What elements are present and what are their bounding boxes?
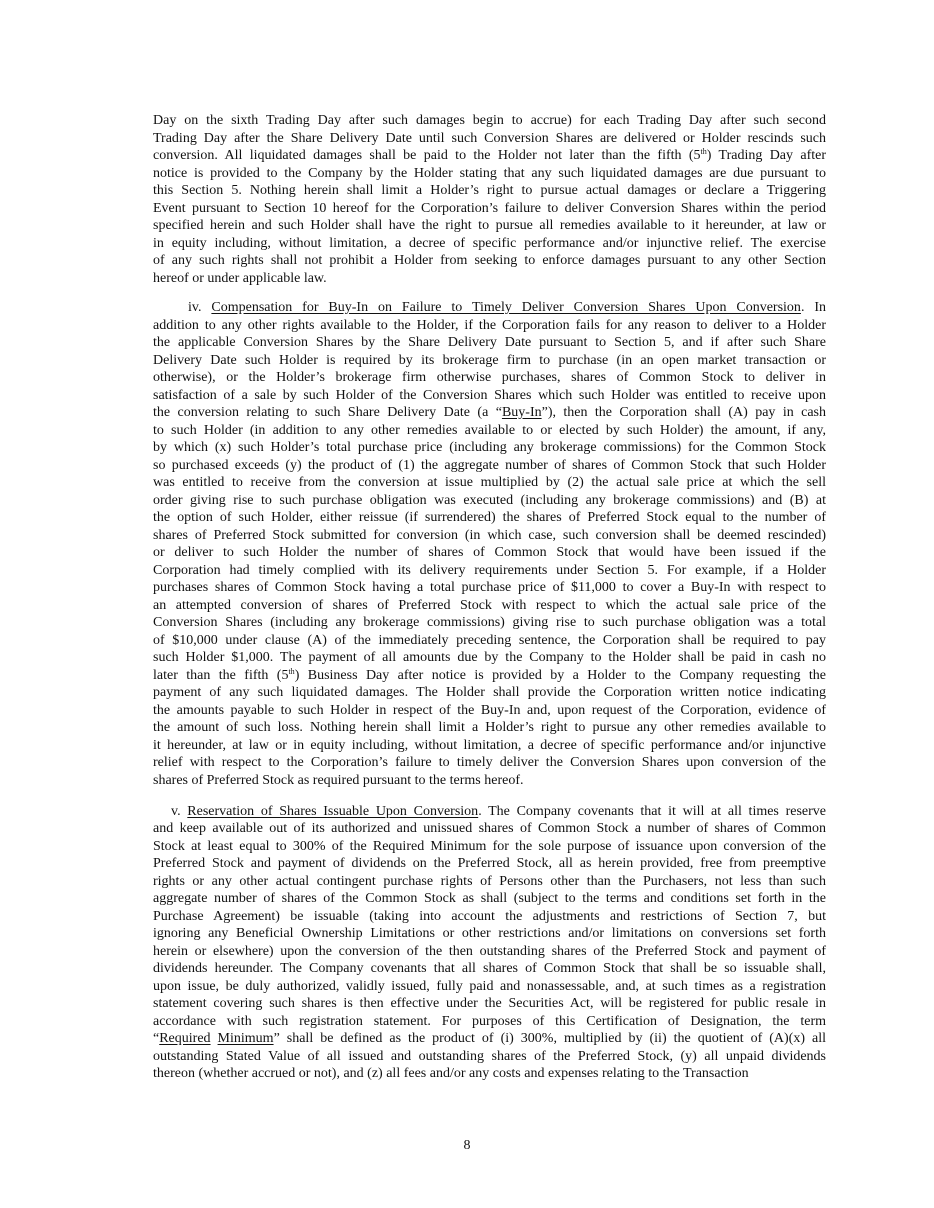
text-segment: an attempted conversion of shares of Preferred Stock with respect to which the actual sale price of the bbox=[153, 597, 826, 613]
text-line bbox=[153, 352, 826, 370]
text-segment: order giving rise to such purchase obligation was executed (including any brokerage commissions) and (B) at bbox=[153, 492, 826, 508]
text-segment: v. bbox=[171, 803, 188, 819]
text-segment: Preferred Stock and payment of dividends on the Preferred Stock, all as herein provided, free from preemptive bbox=[153, 856, 826, 871]
text-segment: aggregate number of shares of the Common Stock as shall (subject to the terms and conditions set forth in the bbox=[153, 891, 826, 906]
text-segment: . The Company covenants that it will at all times reserve bbox=[478, 803, 826, 819]
text-segment: so purchased exceeds (y) the product of (1) the aggregate number of shares of Common Stock that such Holder bbox=[153, 457, 826, 473]
text-line bbox=[153, 165, 826, 183]
text-line bbox=[153, 217, 826, 235]
text-segment: Purchase Agreement) be issuable (taking into account the adjustments and restrictions of Section 7, but bbox=[153, 908, 826, 924]
paragraph bbox=[153, 803, 826, 1083]
text-segment: ”), then the Corporation shall (A) pay in cash bbox=[541, 405, 827, 420]
text-segment: it hereunder, at law or in equity including, without limitation, a decree of specific performance and/or injunctive bbox=[153, 737, 826, 753]
text-segment: the option of such Holder, either reissue (if surrendered) the shares of Preferred Stock equal to the number of bbox=[153, 510, 826, 525]
text-segment: and keep available out of its authorized and unissued shares of Common Stock a number of shares of Common bbox=[153, 821, 826, 836]
paragraph bbox=[153, 299, 826, 789]
text-segment: dividends hereunder. The Company covenants that all shares of Common Stock that shall be so issuable shall, bbox=[153, 961, 826, 976]
text-line bbox=[153, 562, 826, 580]
text-segment: ” shall be defined as the product of (i) 300%, multiplied by (ii) the quotient of (A)(x) all bbox=[273, 1031, 826, 1046]
text-line bbox=[153, 317, 826, 335]
text-line bbox=[153, 1048, 826, 1066]
text-line bbox=[153, 838, 826, 856]
text-segment: statement covering such shares is then effective under the Securities Act, will be registered for public resale in bbox=[153, 996, 826, 1011]
text-segment: or deliver to such Holder the number of shares of Common Stock that would have been issued if the bbox=[153, 545, 826, 560]
text-segment: specified herein and such Holder shall have the right to pursue all remedies available to it hereunder, at law or bbox=[153, 218, 826, 233]
text-line bbox=[153, 597, 826, 615]
text-segment: purchases shares of Common Stock having a total purchase price of $11,000 to cover a Buy-In with respect to bbox=[153, 580, 826, 595]
text-segment: payment of any such liquidated damages. The Holder shall provide the Corporation written notice indicating bbox=[153, 685, 826, 700]
underlined-term: Compensation for Buy-In on Failure to Timely Deliver Conversion Shares Upon Conversion bbox=[211, 300, 801, 315]
text-line bbox=[153, 803, 826, 821]
text-line bbox=[153, 873, 826, 891]
text-segment: the applicable Conversion Shares by the Share Delivery Date pursuant to Section 5, and if after such Share bbox=[153, 335, 826, 350]
text-segment: the amounts payable to such Holder in respect of the Buy-In and, upon request of the Corporation, evidence of bbox=[153, 702, 826, 718]
document-body bbox=[153, 112, 826, 1095]
text-segment: the conversion relating to such Share Delivery Date (a “ bbox=[153, 405, 502, 420]
text-line bbox=[153, 908, 826, 926]
superscript: th bbox=[700, 147, 707, 156]
text-line bbox=[153, 772, 826, 790]
text-segment: later than the fifth (5 bbox=[153, 667, 289, 683]
text-segment: Delivery Date such Holder is required by its brokerage firm to purchase (in an open market transaction or bbox=[153, 352, 826, 368]
text-line bbox=[153, 404, 826, 422]
text-segment bbox=[211, 1031, 218, 1046]
text-segment: outstanding Stated Value of all issued and outstanding shares of the Preferred Stock, (y) all unpaid dividends bbox=[153, 1048, 826, 1064]
text-line bbox=[153, 147, 826, 165]
page-number: 8 bbox=[463, 1138, 471, 1153]
text-segment: to such Holder (in addition to any other remedies available to or elected by such Holder) the amount, if any, bbox=[153, 422, 826, 438]
text-segment: thereon (whether accrued or not), and (z) all fees and/or any costs and expenses relating to the Transaction bbox=[153, 1066, 749, 1081]
text-segment: relief with respect to the Corporation’s failure to timely deliver the Conversion Shares upon conversion of the bbox=[153, 755, 826, 770]
text-segment: by which (x) such Holder’s total purchase price (including any brokerage commissions) for the Common Stock bbox=[153, 440, 826, 455]
text-line bbox=[153, 299, 826, 317]
text-line bbox=[153, 719, 826, 737]
text-line bbox=[153, 978, 826, 996]
text-segment: of $10,000 under clause (A) of the immediately preceding sentence, the Corporation shall be required to pay bbox=[153, 632, 826, 648]
text-segment: this Section 5. Nothing herein shall limit a Holder’s right to pursue actual damages or declare a Triggering bbox=[153, 183, 826, 198]
text-segment: such Holder $1,000. The payment of all amounts due by the Company to the Holder shall be paid in cash no bbox=[153, 650, 826, 665]
text-segment: iv. bbox=[188, 300, 212, 315]
text-line bbox=[153, 737, 826, 755]
text-segment: Day on the sixth Trading Day after such damages begin to accrue) for each Trading Day after such second bbox=[153, 113, 826, 128]
text-segment: shares of Preferred Stock submitted for conversion (in which case, such conversion shall be deemed rescinded) bbox=[153, 527, 826, 543]
text-line bbox=[153, 579, 826, 597]
text-segment: was entitled to receive from the conversion at issue multiplied by (2) the actual sale price at which the sell bbox=[153, 475, 826, 490]
text-segment: . In bbox=[800, 300, 827, 315]
text-segment: hereof or under applicable law. bbox=[153, 270, 327, 286]
text-segment: Conversion Shares (including any brokerage commissions) giving rise to such purchase obligation was a total bbox=[153, 615, 826, 630]
text-segment: of any such rights shall not prohibit a Holder from seeking to enforce damages pursuant to any other Section bbox=[153, 253, 826, 268]
text-segment: ) Trading Day after bbox=[706, 148, 826, 163]
text-segment: herein or elsewhere) upon the conversion of the then outstanding shares of the Preferred Stock and payment of bbox=[153, 943, 826, 959]
text-segment: conversion. All liquidated damages shall be paid to the Holder not later than the fifth (5 bbox=[153, 148, 701, 163]
text-line bbox=[153, 925, 826, 943]
text-line bbox=[153, 492, 826, 510]
text-line bbox=[153, 943, 826, 961]
text-line bbox=[153, 509, 826, 527]
text-segment: “ bbox=[153, 1031, 160, 1046]
text-segment: shares of Preferred Stock as required pursuant to the terms hereof. bbox=[153, 772, 524, 788]
text-line bbox=[153, 1013, 826, 1031]
text-segment: the amount of such loss. Nothing herein shall limit a Holder’s right to pursue any other remedies available to bbox=[153, 720, 826, 735]
text-segment: ignoring any Beneficial Ownership Limitations or other restrictions and/or limitations on conversions set forth bbox=[153, 926, 826, 941]
text-line bbox=[153, 112, 826, 130]
text-line bbox=[153, 527, 826, 545]
text-segment: Stock at least equal to 300% of the Required Minimum for the sole purpose of issuance upon conversion of the bbox=[153, 838, 826, 854]
text-line bbox=[153, 754, 826, 772]
text-line bbox=[153, 474, 826, 492]
text-line bbox=[153, 649, 826, 667]
text-line bbox=[153, 270, 826, 288]
text-line bbox=[153, 369, 826, 387]
text-line bbox=[153, 422, 826, 440]
paragraph bbox=[153, 112, 826, 287]
text-line bbox=[153, 1030, 826, 1048]
text-line bbox=[153, 667, 826, 685]
text-segment: in equity including, without limitation, a decree of specific performance and/or injunctive relief. The exercise bbox=[153, 235, 826, 251]
text-line bbox=[153, 334, 826, 352]
text-segment: notice is provided to the Company by the Holder stating that any such liquidated damages are due pursuant to bbox=[153, 165, 826, 181]
text-segment: ) Business Day after notice is provided by a Holder to the Company requesting the bbox=[294, 667, 826, 683]
text-segment: Event pursuant to Section 10 hereof for the Corporation’s failure to deliver Conversion Shares within the period bbox=[153, 200, 826, 216]
text-line bbox=[153, 252, 826, 270]
underlined-term: Buy-In bbox=[501, 405, 542, 420]
text-line bbox=[153, 890, 826, 908]
superscript: th bbox=[288, 666, 295, 676]
text-line bbox=[153, 457, 826, 475]
text-segment: addition to any other rights available to the Holder, if the Corporation fails for any reason to deliver to a Holder bbox=[153, 317, 826, 333]
text-line bbox=[153, 182, 826, 200]
text-segment: Corporation had timely complied with its delivery requirements under Section 5. For example, if a Holder bbox=[153, 562, 826, 578]
text-line bbox=[153, 200, 826, 218]
text-segment: Trading Day after the Share Delivery Date until such Conversion Shares are delivered or Holder rescinds such bbox=[153, 130, 826, 146]
text-line bbox=[153, 130, 826, 148]
text-line bbox=[153, 632, 826, 650]
text-line bbox=[153, 855, 826, 873]
text-line bbox=[153, 702, 826, 720]
text-line bbox=[153, 995, 826, 1013]
text-segment: upon issue, be duly authorized, validly issued, fully paid and nonassessable, and, at such times as a registration bbox=[153, 978, 826, 994]
text-line bbox=[153, 820, 826, 838]
underlined-term: Minimum bbox=[217, 1031, 274, 1046]
text-segment: accordance with such registration statement. For purposes of this Certification of Designation, the term bbox=[153, 1013, 826, 1029]
text-line bbox=[153, 235, 826, 253]
text-line bbox=[153, 544, 826, 562]
text-line bbox=[153, 439, 826, 457]
text-line bbox=[153, 1065, 826, 1083]
text-segment: otherwise), or the Holder’s brokerage firm otherwise purchases, shares of Common Stock to deliver in bbox=[153, 370, 826, 385]
text-segment: rights or any other actual contingent purchase rights of Persons other than the Purchasers, not less than such bbox=[153, 873, 826, 889]
text-line bbox=[153, 684, 826, 702]
text-line bbox=[153, 960, 826, 978]
underlined-term: Required bbox=[159, 1031, 211, 1046]
text-line bbox=[153, 614, 826, 632]
underlined-term: Reservation of Shares Issuable Upon Conversion bbox=[187, 803, 479, 819]
text-segment: satisfaction of a sale by such Holder of the Conversion Shares which such Holder was entitled to receive upon bbox=[153, 387, 826, 403]
text-line bbox=[153, 387, 826, 405]
